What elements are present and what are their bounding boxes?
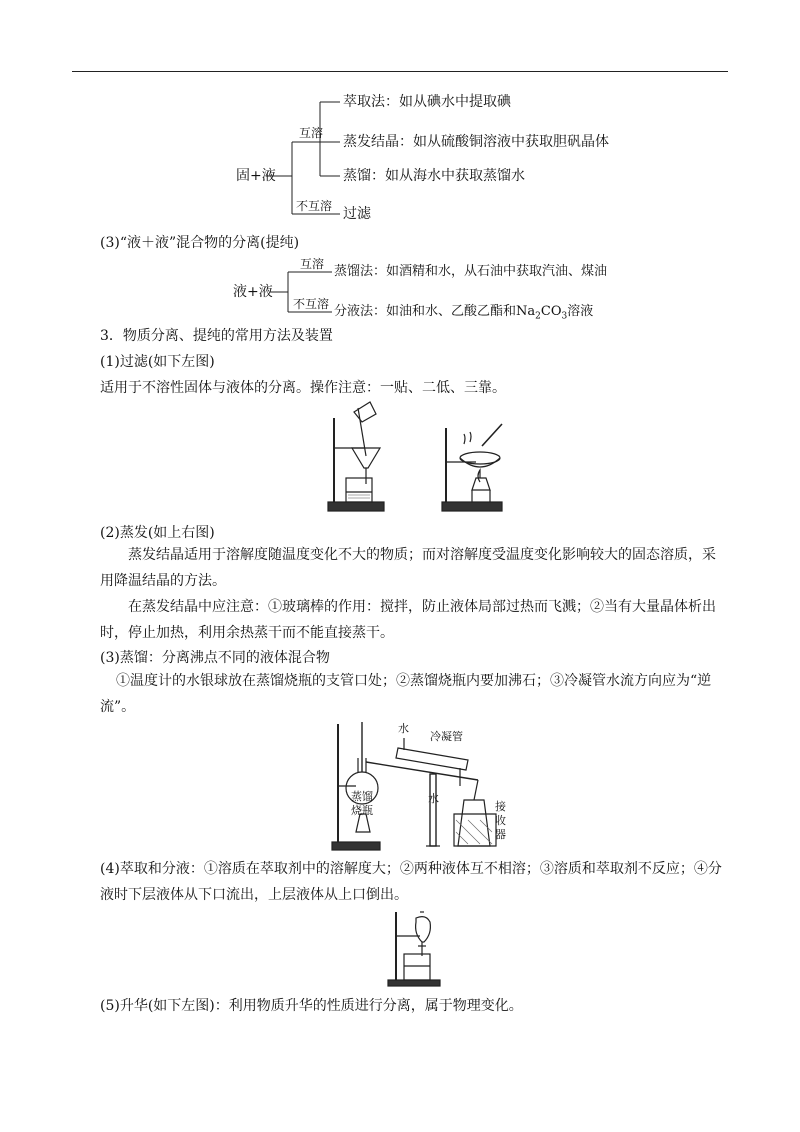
tree2-leaf-distillation: 蒸馏法：如酒精和水，从石油中获取汽油、煤油 — [334, 264, 608, 279]
filtration-title: (1)过滤(如下左图) — [100, 354, 215, 370]
filtration-text: 适用于不溶性固体与液体的分离。操作注意：一贴、二低、三靠。 — [100, 380, 506, 396]
tree1-leaf-filtration: 过滤 — [343, 206, 371, 222]
condenser-label: 冷凝管 — [430, 730, 463, 743]
extraction-text: (4)萃取和分液：①溶质在萃取剂中的溶解度大；②两种液体互不相溶；③溶质和萃取剂不反应；④分液时下层液体从下口流出，上层液体从上口倒出。 — [100, 861, 722, 903]
separatory-funnel-figure — [386, 908, 446, 988]
evaporation-para-1: 蒸发结晶适用于溶解度随温度变化不大的物质；而对溶解度受温度变化影响较大的固态溶质，采用降温结晶的方法。 — [100, 547, 716, 589]
tree2-lines — [0, 0, 800, 340]
tree1-branch-top: 互溶 — [299, 126, 324, 140]
water-out-label: 水 — [398, 722, 409, 735]
sublimation-text: (5)升华(如下左图)：利用物质升华的性质进行分离，属于物理变化。 — [100, 998, 523, 1014]
tree1-branch-bottom: 不互溶 — [296, 199, 333, 213]
flask-label-1: 蒸馏 — [351, 790, 373, 803]
receiver-label-3: 器 — [495, 828, 506, 841]
tree2-branch-top: 互溶 — [300, 257, 325, 271]
tree2-leaf-separation: 分液法：如油和水、乙酸乙酯和$Na_2CO_3$溶液 — [334, 304, 594, 322]
distillation-title: (3)蒸馏：分离沸点不同的液体混合物 — [100, 650, 330, 666]
evaporation-para-2: 在蒸发结晶中应注意：①玻璃棒的作用：搅拌，防止液体局部过热而飞溅；②当有大量晶体析出时，停止加热，利用余热蒸干而不能直接蒸干。 — [100, 599, 716, 641]
tree2-branch-bottom: 不互溶 — [293, 297, 330, 311]
distillation-apparatus-figure — [328, 714, 518, 854]
receiver-label-2: 收 — [495, 814, 506, 827]
tree1-leaf-extraction: 萃取法：如从碘水中提取碘 — [343, 94, 511, 110]
evaporation-title: (2)蒸发(如上右图) — [100, 525, 215, 541]
tree2-root: 液+液 — [233, 284, 273, 300]
tree1-leaf-evaporation: 蒸发结晶：如从硫酸铜溶液中获取胆矾晶体 — [343, 134, 609, 150]
tree1-root: 固+液 — [236, 168, 276, 184]
evaporation-apparatus-figure — [436, 398, 516, 518]
distillation-text: ①温度计的水银球放在蒸馏烧瓶的支管口处；②蒸馏烧瓶内要加沸石；③冷凝管水流方向应为“逆流”。 — [100, 673, 712, 715]
receiver-label-1: 接 — [495, 800, 506, 813]
section-liquid-liquid-heading: (3)“液＋液”混合物的分离(提纯) — [100, 235, 300, 251]
flask-label-2: 烧瓶 — [351, 804, 373, 817]
tree1-leaf-distillation: 蒸馏：如从海水中获取蒸馏水 — [343, 168, 525, 184]
water-in-label: 水 — [428, 792, 439, 805]
filtration-apparatus-figure — [322, 398, 402, 518]
methods-heading: 3．物质分离、提纯的常用方法及装置 — [100, 328, 333, 344]
